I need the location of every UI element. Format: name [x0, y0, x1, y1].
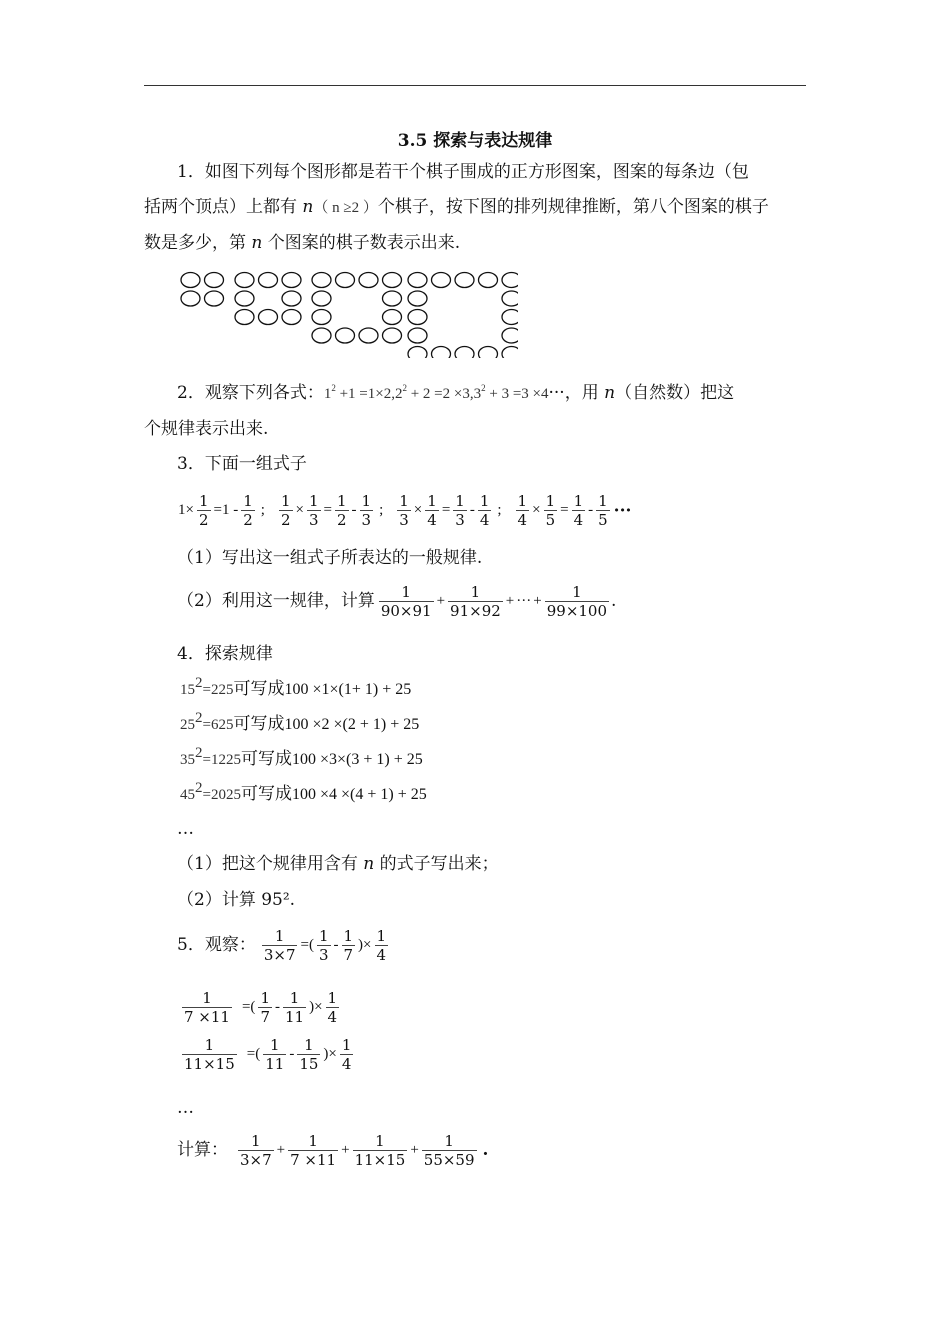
chess-piece [282, 291, 301, 306]
chess-piece [455, 273, 474, 288]
chess-piece [282, 273, 301, 288]
fraction: $\frac{1}{5}$ [545, 492, 556, 529]
fraction: $\frac{1}{99\times 100}$ [546, 583, 608, 620]
chess-piece [383, 328, 402, 343]
pattern-4 [408, 273, 518, 359]
fraction: $\frac{1}{2}$ [336, 492, 347, 529]
q3-sub2: （2）利用这一规律，计算 $\frac{1}{90\times 91}$ + $\frac{1}{91\times 92}$ + ··· + $\frac{1}{99\times 100}$ . [177, 583, 617, 620]
q1-line1: 1．如图下列每个图形都是若干个棋子围成的正方形图案，图案的每条边（包 [177, 162, 749, 182]
chess-piece [408, 310, 427, 325]
chess-pattern-figure [178, 268, 518, 358]
chess-piece [336, 328, 355, 343]
fraction: $\frac{1}{7}$ [343, 927, 354, 964]
chess-piece [181, 291, 200, 306]
fraction: $\frac{1}{91\times 92}$ [450, 583, 501, 620]
equals: =1 - [213, 502, 239, 518]
fraction: $\frac{1}{4}$ [517, 492, 528, 529]
fraction: $\frac{1}{7}$ [260, 989, 270, 1026]
q5-row: $\frac{1}{11\times 15}$ =( $\frac{1}{11}$ - $\frac{1}{15}$ )× $\frac{1}{4}$ [184, 1036, 352, 1073]
var-n: n [302, 197, 314, 217]
fraction: $\frac{1}{3\times 7}$ [240, 1132, 272, 1169]
q2-prefix: 2．观察下列各式： [177, 383, 324, 403]
chess-piece [479, 273, 498, 288]
q3-sub1: （1）写出这一组式子所表达的一般规律. [177, 548, 483, 568]
chess-piece [235, 310, 254, 325]
chess-piece [383, 273, 402, 288]
chess-piece [502, 291, 518, 306]
var-n: n [604, 383, 616, 403]
fraction: $\frac{1}{11}$ [265, 1036, 285, 1073]
fraction: $\frac{1}{2}$ [280, 492, 291, 529]
chess-piece [312, 328, 331, 343]
q3-series: 1× $\frac{1}{2}$ =1 - $\frac{1}{2}$ ; $\frac{1}{2}$ × $\frac{1}{3}$ = $\frac{1}{2}$ - $\frac{1}{3}$ ; $\frac{1}{3}$ × $\frac{1}{4}$ = $\frac{1}{3}$ - $\frac{1}{4}$ ; $\frac{1}{4}$ × $\frac{1}{5}$ = $\frac{1}{4}$ - $\frac{1}{5}$ ··· [178, 492, 632, 529]
chess-piece [312, 291, 331, 306]
chess-piece [205, 291, 224, 306]
pattern-1 [181, 273, 224, 307]
chess-piece [259, 310, 278, 325]
fraction: $\frac{1}{7 \times 11}$ [184, 989, 230, 1026]
dots: ··· [516, 593, 532, 609]
chess-piece [359, 328, 378, 343]
q5-calc-label: 计算： [177, 1140, 228, 1160]
fraction: $\frac{1}{4}$ [327, 989, 338, 1026]
pattern-2 [235, 273, 301, 325]
q1-line3-text: 数是多少，第 [144, 233, 252, 253]
q5-observe: 5．观察： $\frac{1}{3\times 7}$ =( $\frac{1}{3}$ - $\frac{1}{7}$ )× $\frac{1}{4}$ [177, 927, 387, 964]
chess-piece [312, 273, 331, 288]
chess-piece [359, 273, 378, 288]
fraction: $\frac{1}{11}$ [284, 989, 305, 1026]
q3-lead-one: 1× [178, 502, 194, 518]
q4-heading: 4．探索规律 [177, 644, 273, 664]
fraction: $\frac{1}{7 \times 11}$ [290, 1132, 337, 1169]
chess-piece [502, 310, 518, 325]
var-n: n [363, 854, 375, 874]
fraction: $\frac{1}{3}$ [308, 492, 319, 529]
q3-sub2-text: （2）利用这一规律，计算 [177, 591, 375, 611]
fraction: $\frac{1}{3}$ [318, 927, 329, 964]
q4-row: $15^2=225$可写成100 ×1×(1+ 1) + 25 [180, 675, 412, 699]
q2-suffix: ，用 [564, 383, 605, 403]
q1-line2-text: 括两个顶点）上都有 [144, 197, 303, 217]
q1-line3 [144, 227, 460, 260]
chess-piece [205, 273, 224, 288]
q2-line1 [177, 377, 734, 411]
chess-piece [502, 273, 518, 288]
chess-piece [408, 291, 427, 306]
fraction: $\frac{1}{3}$ [455, 492, 465, 529]
chess-piece [235, 273, 254, 288]
q4-sub2: （2）计算 95². [177, 890, 296, 910]
fraction: $\frac{1}{3}$ [399, 492, 409, 529]
chess-piece [181, 273, 200, 288]
chess-piece [502, 347, 518, 359]
q1-line2-text-b: 个棋子，按下图的排列规律推断，第八个图案的棋子 [377, 197, 769, 217]
q4-row: $45^2=2025$可写成100 ×4 ×(4 + 1) + 25 [180, 780, 427, 804]
chess-piece [282, 310, 301, 325]
q2-ellipsis: ··· [548, 383, 565, 403]
period: . [611, 591, 617, 611]
fraction: $\frac{1}{2}$ [198, 492, 209, 529]
fraction: $\frac{1}{55\times 59}$ [423, 1132, 475, 1169]
fraction: $\frac{1}{5}$ [598, 492, 608, 529]
fraction: $\frac{1}{11\times 15}$ [184, 1036, 235, 1073]
q2-suffix-b: （自然数）把这 [615, 383, 735, 403]
semicolon: ; [260, 502, 265, 518]
chess-piece [383, 291, 402, 306]
q1-condition: （ n ≥2 ） [313, 200, 378, 216]
q5-heading: 5．观察： [177, 935, 256, 955]
chess-piece [432, 347, 451, 359]
pattern-3 [312, 273, 402, 344]
chess-piece [408, 273, 427, 288]
chess-piece [312, 310, 331, 325]
fraction: $\frac{1}{4}$ [479, 492, 490, 529]
chess-piece [336, 273, 355, 288]
chess-piece [455, 347, 474, 359]
q4-row: $25^2=625$可写成100 ×2 ×(2 + 1) + 25 [180, 710, 420, 734]
header-rule [144, 85, 806, 86]
q1-line2 [144, 191, 769, 225]
var-n: n [251, 233, 263, 253]
q5-ellipsis: … [177, 1098, 194, 1118]
q5-row: $\frac{1}{7 \times 11}$ =( $\frac{1}{7}$ - $\frac{1}{11}$ )× $\frac{1}{4}$ [184, 989, 338, 1026]
fraction: $\frac{1}{3}$ [361, 492, 372, 529]
chess-piece [479, 347, 498, 359]
fraction: $\frac{1}{4}$ [427, 492, 437, 529]
q2-line2: 个规律表示出来. [144, 419, 269, 439]
chess-piece [383, 310, 402, 325]
q1-line3-text-b: 个图案的棋子数表示出来. [262, 233, 461, 253]
q4-row: $35^2=1225$可写成100 ×3×(3 + 1) + 25 [180, 745, 423, 769]
page-title: 3.5 探索与表达规律 [397, 131, 553, 151]
q4-sub1: （1）把这个规律用含有 n 的式子写出来； [177, 854, 499, 874]
period: . [482, 1140, 489, 1160]
fraction: $\frac{1}{4}$ [341, 1036, 352, 1073]
chess-piece [502, 328, 518, 343]
fraction: $\frac{1}{15}$ [299, 1036, 319, 1073]
q5-calc: 计算： $\frac{1}{3\times 7}$ + $\frac{1}{7 \times 11}$ + $\frac{1}{11\times 15}$ + $\frac{1}{55\times 59}$ . [177, 1132, 489, 1169]
fraction: $\frac{1}{11\times 15}$ [354, 1132, 406, 1169]
chess-piece [235, 291, 254, 306]
chess-piece [408, 328, 427, 343]
q4-ellipsis: … [177, 819, 194, 839]
fraction: $\frac{1}{2}$ [243, 492, 253, 529]
fraction: $\frac{1}{3\times 7}$ [263, 927, 296, 964]
q2-formula: $1^2 +1 =1\times 2,2^2 + 2 =2 \times 3,3^2 + 3 =3 \times 4$ [323, 383, 549, 402]
fraction: $\frac{1}{90\times 91}$ [380, 583, 432, 620]
chess-piece [432, 273, 451, 288]
fraction: $\frac{1}{4}$ [376, 927, 387, 964]
q3-ellipsis: ··· [613, 500, 632, 521]
chess-piece [259, 273, 278, 288]
fraction: $\frac{1}{4}$ [573, 492, 584, 529]
chess-piece [408, 347, 427, 359]
q3-heading: 3．下面一组式子 [177, 454, 307, 474]
